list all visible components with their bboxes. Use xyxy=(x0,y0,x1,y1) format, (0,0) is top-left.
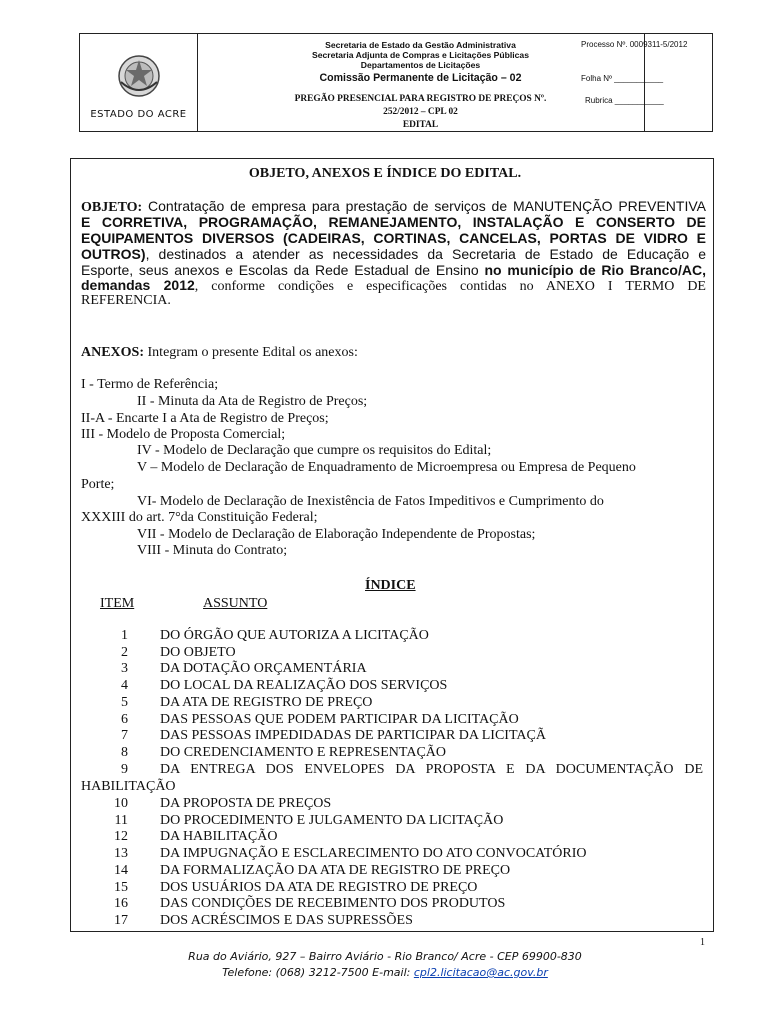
edital-label: EDITAL xyxy=(402,120,439,130)
index-item-number: 16 xyxy=(114,896,128,911)
index-item-title: DAS CONDIÇÕES DE RECEBIMENTO DOS PRODUTOS xyxy=(160,896,506,911)
index-item-title: DA IMPUGNAÇÃO E ESCLARECIMENTO DO ATO CONVOCATÓRIO xyxy=(160,846,587,861)
index-item-title: DA ENTREGA DOS ENVELOPES DA PROPOSTA E DA DOCUMENTAÇÃO DE xyxy=(160,762,703,777)
header-line: Departamentos de Licitações xyxy=(360,60,481,70)
index-item-title: DO LOCAL DA REALIZAÇÃO DOS SERVIÇOS xyxy=(160,678,448,693)
folha-field: Folha Nº ___________ xyxy=(581,74,664,83)
anexo-item: Porte; xyxy=(81,477,115,492)
index-item-title: DOS USUÁRIOS DA ATA DE REGISTRO DE PREÇO xyxy=(160,880,478,895)
index-item-title: DA ATA DE REGISTRO DE PREÇO xyxy=(160,695,373,710)
index-item-number: 17 xyxy=(114,913,128,928)
index-item-number: 7 xyxy=(121,728,128,743)
commission-name: Comissão Permanente de Licitação – 02 xyxy=(319,72,522,84)
index-item-title: DOS ACRÉSCIMOS E DAS SUPRESSÕES xyxy=(160,913,413,928)
index-item-title: HABILITAÇÃO xyxy=(81,779,176,794)
index-item-title: DO OBJETO xyxy=(160,645,236,660)
index-item-number: 4 xyxy=(121,678,128,693)
index-item-title: DAS PESSOAS QUE PODEM PARTICIPAR DA LICITAÇÃO xyxy=(160,712,519,727)
anexo-item: VIII - Minuta do Contrato; xyxy=(137,543,288,558)
index-item-number: 1 xyxy=(121,628,128,643)
header-title-cell xyxy=(197,34,645,131)
index-item-title: DO CREDENCIAMENTO E REPRESENTAÇÃO xyxy=(160,745,447,760)
index-item-title: DA PROPOSTA DE PREÇOS xyxy=(160,796,332,811)
index-item-number: 6 xyxy=(121,712,128,727)
objeto-label: OBJETO: xyxy=(81,200,143,215)
index-item-number: 11 xyxy=(114,813,128,828)
anexo-item: XXXIII do art. 7°da Constituição Federal; xyxy=(81,510,318,525)
footer-address: Rua do Aviário, 927 – Bairro Aviário - Rio Branco/ Acre - CEP 69900-830 xyxy=(188,950,582,963)
index-item-number: 10 xyxy=(114,796,128,811)
index-item-number: 2 xyxy=(121,645,128,660)
index-item-number: 5 xyxy=(121,695,128,710)
index-item-number: 14 xyxy=(114,863,128,878)
indice-title: ÍNDICE xyxy=(365,578,416,593)
objeto-line: EQUIPAMENTOS DIVERSOS (CADEIRAS, CORTINAS, CANCELAS, PORTAS DE VIDRO E xyxy=(81,230,706,246)
pregao-number: 252/2012 – CPL 02 xyxy=(383,107,458,117)
objeto-line: OBJETO: Contratação de empresa para prestação de serviços de MANUTENÇÃO PREVENTIVA xyxy=(81,198,706,215)
footer-contact: Telefone: (068) 3212-7500 E-mail: cpl2.licitacao@ac.gov.br xyxy=(222,966,548,979)
index-item-title: DO PROCEDIMENTO E JULGAMENTO DA LICITAÇÃO xyxy=(160,813,504,828)
index-item-title: DA HABILITAÇÃO xyxy=(160,829,278,844)
objeto-line: Esporte, seus anexos e Escolas da Rede Estadual de Ensino no município de Rio Branco/AC, xyxy=(81,262,706,278)
process-number: Processo Nº. 0009311-5/2012 xyxy=(581,40,688,49)
anexo-item: II-A - Encarte I a Ata de Registro de Preços; xyxy=(81,411,329,426)
email-link[interactable]: cpl2.licitacao@ac.gov.br xyxy=(413,966,548,979)
state-crest-icon xyxy=(115,52,163,100)
header-logo-cell xyxy=(80,34,198,131)
page-number: 1 xyxy=(700,937,705,948)
index-item-number: 13 xyxy=(114,846,128,861)
anexos-intro: ANEXOS: Integram o presente Edital os anexos: xyxy=(81,345,358,360)
header-line: Secretaria de Estado da Gestão Administrativa xyxy=(325,40,516,50)
anexo-item: III - Modelo de Proposta Comercial; xyxy=(81,427,286,442)
section-title: OBJETO, ANEXOS E ÍNDICE DO EDITAL. xyxy=(248,166,522,181)
objeto-line: demandas 2012, conforme condições e especificações contidas no ANEXO I TERMO DE xyxy=(81,277,706,294)
index-item-number: 15 xyxy=(114,880,128,895)
index-item-number: 9 xyxy=(121,762,128,777)
anexo-item: I - Termo de Referência; xyxy=(81,377,219,392)
objeto-line: REFERENCIA. xyxy=(81,293,171,308)
rubrica-field: Rubrica ___________ xyxy=(585,96,664,105)
anexo-item: V – Modelo de Declaração de Enquadramento de Microempresa ou Empresa de Pequeno xyxy=(137,460,636,475)
anexo-item: VI- Modelo de Declaração de Inexistência de Fatos Impeditivos e Cumprimento do xyxy=(137,494,604,509)
index-item-number: 8 xyxy=(121,745,128,760)
objeto-line: E CORRETIVA, PROGRAMAÇÃO, REMANEJAMENTO, INSTALAÇÃO E CONSERTO DE xyxy=(81,214,706,230)
index-item-title: DA FORMALIZAÇÃO DA ATA DE REGISTRO DE PREÇO xyxy=(160,863,511,878)
index-item-number: 12 xyxy=(114,829,128,844)
objeto-line: OUTROS), destinados a atender as necessidades da Secretaria de Estado de Educação e xyxy=(81,246,706,262)
index-item-title: DO ÓRGÃO QUE AUTORIZA A LICITAÇÃO xyxy=(160,628,429,643)
state-name: ESTADO DO ACRE xyxy=(90,109,187,120)
anexo-item: VII - Modelo de Declaração de Elaboração Independente de Propostas; xyxy=(137,527,536,542)
anexo-item: II - Minuta da Ata de Registro de Preços; xyxy=(137,394,368,409)
pregao-title: PREGÃO PRESENCIAL PARA REGISTRO DE PREÇOS Nº. xyxy=(294,94,547,104)
index-item-title: DAS PESSOAS IMPEDIDADAS DE PARTICIPAR DA LICITAÇÃ xyxy=(160,728,546,743)
col-header-assunto: ASSUNTO xyxy=(203,596,268,611)
header-line: Secretaria Adjunta de Compras e Licitações Públicas xyxy=(312,50,529,60)
anexo-item: IV - Modelo de Declaração que cumpre os requisitos do Edital; xyxy=(137,443,492,458)
index-item-title: DA DOTAÇÃO ORÇAMENTÁRIA xyxy=(160,661,367,676)
col-header-item: ITEM xyxy=(100,596,135,611)
index-item-number: 3 xyxy=(121,661,128,676)
